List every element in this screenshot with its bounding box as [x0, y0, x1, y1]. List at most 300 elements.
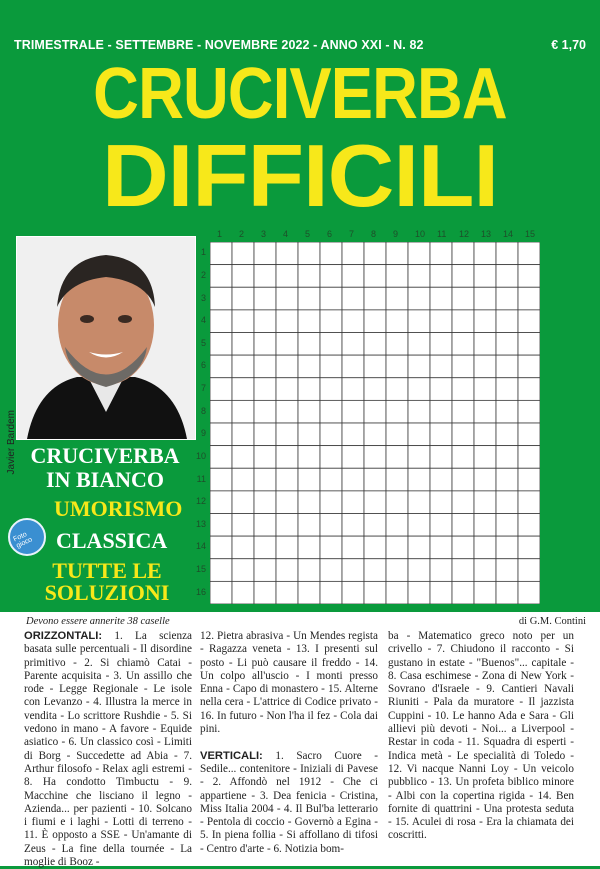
grid-cell[interactable]	[298, 378, 320, 401]
grid-cell[interactable]	[452, 559, 474, 582]
photo-credit: Javier Bardem	[6, 410, 17, 475]
grid-cell[interactable]	[254, 491, 276, 514]
grid-cell[interactable]	[342, 310, 364, 333]
grid-cell[interactable]	[320, 446, 342, 469]
grid-cell[interactable]	[386, 400, 408, 423]
grid-cell[interactable]	[408, 491, 430, 514]
grid-cell[interactable]	[254, 333, 276, 356]
grid-cell[interactable]	[430, 491, 452, 514]
grid-cell[interactable]	[210, 242, 232, 265]
orizzontali-clues-part: 1. La scienza basata sulle percentuali - Il disordine primitivo - 2. Si chiamò Catai - Parente acquisita - 3. Un assillo che rode - Legge Regionale - Le isole con Levanzo - 4. Illustra la merce in vendita - Lo scrittore Rushdie - 5. Si vedono in mano - A favore - Equide asiatico - 6. Un classico così - Limiti di Borg - Succedette ad Abia - 7. Arthur filosofo - Relax agli estremi - 8. Ha condotto Timbuctu - 9. Macchine che lisciano il legno - Azienda... per pazienti - 10. Solcano i fiumi e i laghi - Lotti di terreno - 11. È opposto a SSE - Un'amante di Zeus - La fine della tournée - La moglie di Booz -	[24, 630, 192, 869]
grid-cell[interactable]	[364, 265, 386, 288]
grid-cell[interactable]	[298, 265, 320, 288]
grid-cell[interactable]	[276, 378, 298, 401]
grid-cell[interactable]	[474, 400, 496, 423]
grid-cell[interactable]	[298, 559, 320, 582]
grid-cell[interactable]	[254, 514, 276, 537]
row-number: 4	[200, 315, 206, 326]
grid-cell[interactable]	[496, 355, 518, 378]
grid-cell[interactable]	[342, 468, 364, 491]
grid-cell[interactable]	[430, 559, 452, 582]
grid-cell[interactable]	[452, 265, 474, 288]
column-number: 1	[217, 229, 223, 239]
grid-cell[interactable]	[320, 310, 342, 333]
row-number: 8	[200, 405, 206, 416]
grid-cell[interactable]	[430, 333, 452, 356]
grid-cell[interactable]	[342, 265, 364, 288]
clues-column-3	[388, 630, 574, 843]
row-number: 10	[195, 450, 206, 461]
grid-cell[interactable]	[518, 355, 540, 378]
orizzontali-label: ORIZZONTALI:	[24, 630, 103, 642]
grid-cell[interactable]	[210, 265, 232, 288]
grid-cell[interactable]	[320, 491, 342, 514]
grid-cell[interactable]	[210, 333, 232, 356]
grid-cell[interactable]	[276, 536, 298, 559]
verticali-clues-part: 1. Sacro Cuore - Sedile... contenitore - Iniziali di Pavese - 2. Affondò nel 1912 - Che ci appartiene - 3. Dea fenicia - Cristina, Miss Italia 2004 - 4. Il Bul'ba letterario - Pentola di coccio - Governò a Egina - 5. In piena follia - Si affollano di tifosi - Centro d'arte - 6. Notizia bom-	[200, 749, 378, 855]
row-number: 1	[200, 247, 206, 258]
grid-cell[interactable]	[496, 310, 518, 333]
row-number: 14	[195, 541, 206, 552]
grid-cell[interactable]	[474, 468, 496, 491]
grid-cell[interactable]	[320, 378, 342, 401]
grid-cell[interactable]	[254, 559, 276, 582]
grid-cell[interactable]	[276, 355, 298, 378]
crossword-grid[interactable]	[210, 242, 540, 604]
grid-cell[interactable]	[518, 265, 540, 288]
grid-cell[interactable]	[320, 265, 342, 288]
grid-cell[interactable]	[276, 333, 298, 356]
promo-line: CRUCIVERBA	[30, 443, 180, 468]
grid-cell[interactable]	[232, 287, 254, 310]
magazine-title-line2: DIFFICILI	[101, 126, 499, 225]
grid-cell[interactable]	[408, 265, 430, 288]
grid-cell[interactable]	[496, 491, 518, 514]
column-number: 2	[239, 229, 245, 239]
grid-cell[interactable]	[276, 514, 298, 537]
grid-cell[interactable]	[430, 423, 452, 446]
grid-cell[interactable]	[408, 242, 430, 265]
grid-cell[interactable]	[386, 265, 408, 288]
grid-cell[interactable]	[210, 468, 232, 491]
grid-cell[interactable]	[210, 423, 232, 446]
grid-cell[interactable]	[518, 378, 540, 401]
grid-cell[interactable]	[254, 310, 276, 333]
grid-cell[interactable]	[518, 468, 540, 491]
grid-cell[interactable]	[518, 333, 540, 356]
grid-cell[interactable]	[386, 310, 408, 333]
column-number: 13	[481, 229, 492, 239]
grid-cell[interactable]	[474, 265, 496, 288]
grid-cell[interactable]	[430, 536, 452, 559]
grid-cell[interactable]	[320, 468, 342, 491]
grid-cell[interactable]	[518, 446, 540, 469]
promo-umorismo: UMORISMO	[54, 496, 183, 521]
grid-cell[interactable]	[232, 468, 254, 491]
grid-cell[interactable]	[452, 378, 474, 401]
grid-cell[interactable]	[408, 333, 430, 356]
row-number: 2	[200, 269, 206, 280]
grid-cell[interactable]	[342, 287, 364, 310]
grid-cell[interactable]	[496, 581, 518, 604]
grid-cell[interactable]	[210, 378, 232, 401]
grid-cell[interactable]	[342, 446, 364, 469]
grid-cell[interactable]	[496, 378, 518, 401]
grid-cell[interactable]	[210, 536, 232, 559]
grid-cell[interactable]	[276, 242, 298, 265]
grid-cell[interactable]	[408, 423, 430, 446]
grid-cell[interactable]	[276, 265, 298, 288]
grid-cell[interactable]	[342, 536, 364, 559]
promo-cruciverba-in-bianco	[12, 444, 198, 492]
grid-cell[interactable]	[452, 310, 474, 333]
grid-cell[interactable]	[430, 310, 452, 333]
grid-cell[interactable]	[232, 581, 254, 604]
grid-cell[interactable]	[518, 536, 540, 559]
grid-cell[interactable]	[232, 423, 254, 446]
grid-row-numbers	[192, 242, 208, 604]
grid-cell[interactable]	[342, 514, 364, 537]
grid-cell[interactable]	[232, 400, 254, 423]
grid-cell[interactable]	[254, 265, 276, 288]
grid-cell[interactable]	[518, 491, 540, 514]
grid-cell[interactable]	[408, 581, 430, 604]
grid-cell[interactable]	[276, 559, 298, 582]
grid-cell[interactable]	[518, 581, 540, 604]
grid-cell[interactable]	[518, 423, 540, 446]
grid-cell[interactable]	[474, 242, 496, 265]
grid-cell[interactable]	[430, 378, 452, 401]
grid-cell[interactable]	[518, 400, 540, 423]
grid-cell[interactable]	[364, 378, 386, 401]
grid-cell[interactable]	[342, 242, 364, 265]
puzzle-author: di G.M. Contini	[518, 616, 586, 627]
grid-cell[interactable]	[496, 333, 518, 356]
grid-cell[interactable]	[254, 355, 276, 378]
grid-cell[interactable]	[386, 333, 408, 356]
grid-cell[interactable]	[364, 559, 386, 582]
column-number: 11	[437, 229, 447, 239]
grid-cell[interactable]	[210, 400, 232, 423]
grid-cell[interactable]	[474, 333, 496, 356]
grid-cell[interactable]	[320, 242, 342, 265]
grid-cell[interactable]	[408, 514, 430, 537]
grid-cell[interactable]	[364, 446, 386, 469]
grid-cell[interactable]	[474, 514, 496, 537]
grid-cell[interactable]	[364, 400, 386, 423]
grid-cell[interactable]	[232, 265, 254, 288]
grid-cell[interactable]	[320, 355, 342, 378]
grid-cell[interactable]	[386, 559, 408, 582]
grid-cell[interactable]	[210, 446, 232, 469]
grid-cell[interactable]	[430, 514, 452, 537]
clues-column-1	[24, 630, 192, 869]
grid-cell[interactable]	[430, 581, 452, 604]
grid-cell[interactable]	[232, 514, 254, 537]
grid-cell[interactable]	[342, 355, 364, 378]
grid-cell[interactable]	[254, 423, 276, 446]
grid-cell[interactable]	[452, 491, 474, 514]
grid-cell[interactable]	[408, 355, 430, 378]
grid-cell[interactable]	[496, 559, 518, 582]
grid-cell[interactable]	[254, 242, 276, 265]
grid-cell[interactable]	[430, 287, 452, 310]
grid-cell[interactable]	[298, 491, 320, 514]
grid-cell[interactable]	[342, 400, 364, 423]
grid-cell[interactable]	[518, 514, 540, 537]
orizzontali-clues-part: 12. Pietra abrasiva - Un Mendes regista - Ragazza veneta - 13. I presenti sul posto - Li può causare il freddo - 14. Un colpo all'uscio - I monti presso Enna - Capo di monastero - 15. Alterne nella cera - L'attrice di Codice privato - 16. In futuro - Non l'ha il fez - Cola dai pini.	[200, 630, 378, 736]
grid-cell[interactable]	[276, 468, 298, 491]
grid-cell[interactable]	[452, 423, 474, 446]
grid-cell[interactable]	[474, 536, 496, 559]
column-number: 9	[393, 229, 399, 239]
grid-cell[interactable]	[298, 581, 320, 604]
grid-cell[interactable]	[254, 581, 276, 604]
grid-cell[interactable]	[518, 310, 540, 333]
grid-cell[interactable]	[298, 423, 320, 446]
grid-cell[interactable]	[364, 242, 386, 265]
grid-cell[interactable]	[276, 491, 298, 514]
grid-cell[interactable]	[232, 536, 254, 559]
grid-cell[interactable]	[474, 310, 496, 333]
grid-cell[interactable]	[474, 491, 496, 514]
grid-cell[interactable]	[298, 468, 320, 491]
grid-cell[interactable]	[298, 333, 320, 356]
grid-cell[interactable]	[386, 446, 408, 469]
grid-cell[interactable]	[210, 310, 232, 333]
grid-cell[interactable]	[518, 242, 540, 265]
grid-cell[interactable]	[452, 581, 474, 604]
grid-cell[interactable]	[430, 242, 452, 265]
grid-cell[interactable]	[452, 514, 474, 537]
grid-cell[interactable]	[518, 559, 540, 582]
grid-cell[interactable]	[452, 287, 474, 310]
grid-cell[interactable]	[254, 468, 276, 491]
grid-cell[interactable]	[496, 446, 518, 469]
grid-cell[interactable]	[474, 378, 496, 401]
grid-cell[interactable]	[364, 581, 386, 604]
grid-cell[interactable]	[210, 287, 232, 310]
grid-cell[interactable]	[342, 581, 364, 604]
grid-cell[interactable]	[408, 559, 430, 582]
grid-cell[interactable]	[496, 468, 518, 491]
grid-cell[interactable]	[298, 514, 320, 537]
grid-cell[interactable]	[474, 423, 496, 446]
column-number: 8	[371, 229, 377, 239]
grid-cell[interactable]	[408, 378, 430, 401]
grid-cell[interactable]	[364, 468, 386, 491]
grid-cell[interactable]	[210, 559, 232, 582]
magazine-title-line1: CRUCIVERBA	[93, 54, 507, 134]
grid-cell[interactable]	[452, 333, 474, 356]
grid-cell[interactable]	[452, 468, 474, 491]
grid-column-numbers	[210, 228, 540, 241]
row-number: 9	[200, 428, 206, 439]
row-number: 16	[195, 586, 206, 597]
grid-cell[interactable]	[210, 491, 232, 514]
grid-cell[interactable]	[364, 423, 386, 446]
grid-cell[interactable]	[276, 581, 298, 604]
verticali-clues-part: ba - Matematico greco noto per un crivello - 7. Chiudono il racconto - Si gustano in estate - "Buenos"... capitale - 8. Casa eschimese - Zona di New York - Sovrano d'Israele - 9. Cantieri Navali Riuniti - Pala da muratore - Il jazzista Cuppini - 10. Le hanno Ada e Sara - Gli allievi più devoti - Noi... a Liverpool - Restar in coda - 11. Squadra di esperti - Indica metà - Le specialità di Toledo - 12. Vi nacque Nanni Loy - Un veicolo pubblico - 13. Un profeta biblico minore - Albi con la copertina rigida - 14. Ben fornite di quattrini - Una protesta seduta - 15. Aculei di rosa - Era la chiamata dei coscritti.	[388, 630, 574, 842]
grid-cell[interactable]	[386, 378, 408, 401]
grid-cell[interactable]	[386, 581, 408, 604]
grid-cell[interactable]	[496, 265, 518, 288]
row-number: 5	[200, 337, 206, 348]
grid-cell[interactable]	[386, 468, 408, 491]
row-number: 13	[195, 518, 206, 529]
grid-cell[interactable]	[386, 536, 408, 559]
grid-cell[interactable]	[496, 242, 518, 265]
row-number: 6	[200, 360, 206, 371]
grid-cell[interactable]	[386, 242, 408, 265]
grid-cell[interactable]	[408, 310, 430, 333]
grid-cell[interactable]	[320, 559, 342, 582]
grid-cell[interactable]	[386, 287, 408, 310]
row-number: 15	[195, 564, 206, 575]
promo-classica: CLASSICA	[56, 528, 168, 553]
grid-cell[interactable]	[276, 446, 298, 469]
grid-cell[interactable]	[254, 536, 276, 559]
column-number: 5	[305, 229, 311, 239]
grid-cell[interactable]	[408, 536, 430, 559]
grid-cell[interactable]	[430, 446, 452, 469]
grid-cell[interactable]	[254, 400, 276, 423]
grid-cell[interactable]	[386, 514, 408, 537]
grid-cell[interactable]	[210, 581, 232, 604]
grid-cell[interactable]	[408, 446, 430, 469]
grid-cell[interactable]	[320, 581, 342, 604]
grid-cell[interactable]	[364, 491, 386, 514]
clues-column-2	[200, 630, 378, 856]
grid-cell[interactable]	[452, 400, 474, 423]
grid-cell[interactable]	[430, 468, 452, 491]
grid-cell[interactable]	[320, 423, 342, 446]
column-number: 12	[459, 229, 470, 239]
grid-cell[interactable]	[342, 491, 364, 514]
grid-cell[interactable]	[276, 423, 298, 446]
promo-line: TUTTE LE	[52, 558, 162, 583]
grid-cell[interactable]	[364, 333, 386, 356]
grid-cell[interactable]	[320, 514, 342, 537]
row-number: 7	[200, 383, 206, 394]
grid-cell[interactable]	[408, 468, 430, 491]
grid-cell[interactable]	[254, 378, 276, 401]
grid-cell[interactable]	[386, 423, 408, 446]
cover-photo	[16, 236, 196, 440]
grid-cell[interactable]	[496, 514, 518, 537]
grid-cell[interactable]	[364, 287, 386, 310]
grid-cell[interactable]	[298, 310, 320, 333]
column-number: 3	[261, 229, 267, 239]
grid-cell[interactable]	[232, 446, 254, 469]
grid-cell[interactable]	[342, 423, 364, 446]
grid-cell[interactable]	[496, 287, 518, 310]
grid-cell[interactable]	[408, 287, 430, 310]
promo-line: IN BIANCO	[46, 467, 164, 492]
column-number: 6	[327, 229, 333, 239]
grid-cell[interactable]	[298, 446, 320, 469]
grid-cell[interactable]	[364, 355, 386, 378]
grid-cell[interactable]	[320, 333, 342, 356]
grid-cell[interactable]	[496, 536, 518, 559]
grid-cell[interactable]	[342, 333, 364, 356]
grid-cell[interactable]	[254, 287, 276, 310]
grid-cell[interactable]	[298, 536, 320, 559]
grid-cell[interactable]	[320, 400, 342, 423]
grid-cell[interactable]	[276, 310, 298, 333]
grid-cell[interactable]	[496, 423, 518, 446]
badge-label: Foto gioco	[12, 531, 34, 550]
grid-cell[interactable]	[232, 378, 254, 401]
grid-cell[interactable]	[474, 581, 496, 604]
grid-cell[interactable]	[320, 536, 342, 559]
photo-game-badge	[8, 518, 46, 556]
grid-cell[interactable]	[298, 355, 320, 378]
grid-cell[interactable]	[254, 446, 276, 469]
grid-cell[interactable]	[452, 355, 474, 378]
issue-info: TRIMESTRALE - SETTEMBRE - NOVEMBRE 2022 - ANNO XXI - N. 82	[14, 38, 424, 52]
grid-cell[interactable]	[276, 287, 298, 310]
puzzle-note: Devono essere annerite 38 caselle	[26, 616, 170, 627]
grid-cell[interactable]	[430, 400, 452, 423]
grid-cell[interactable]	[364, 310, 386, 333]
grid-cell[interactable]	[474, 446, 496, 469]
grid-cell[interactable]	[298, 287, 320, 310]
grid-cell[interactable]	[496, 400, 518, 423]
verticali-label: VERTICALI:	[200, 749, 263, 762]
grid-cell[interactable]	[342, 559, 364, 582]
column-number: 14	[503, 229, 514, 239]
grid-cell[interactable]	[232, 355, 254, 378]
promo-tutte-le-soluzioni	[14, 560, 200, 604]
grid-cell[interactable]	[232, 491, 254, 514]
grid-cell[interactable]	[430, 265, 452, 288]
grid-cell[interactable]	[474, 355, 496, 378]
grid-cell[interactable]	[364, 514, 386, 537]
grid-cell[interactable]	[320, 287, 342, 310]
grid-cell[interactable]	[474, 559, 496, 582]
grid-cell[interactable]	[276, 400, 298, 423]
grid-cell[interactable]	[232, 559, 254, 582]
clues-panel	[0, 612, 600, 869]
grid-cell[interactable]	[298, 242, 320, 265]
row-number: 12	[195, 496, 206, 507]
grid-cell[interactable]	[518, 287, 540, 310]
grid-cell[interactable]	[232, 242, 254, 265]
price-label: € 1,70	[551, 38, 586, 52]
promo-line: SOLUZIONI	[44, 580, 170, 605]
column-number: 10	[415, 229, 426, 239]
grid-cell[interactable]	[210, 514, 232, 537]
grid-cell[interactable]	[408, 400, 430, 423]
grid-cell[interactable]	[298, 400, 320, 423]
grid-cell[interactable]	[210, 355, 232, 378]
grid-cell[interactable]	[232, 333, 254, 356]
grid-cell[interactable]	[452, 536, 474, 559]
column-number: 7	[349, 229, 355, 239]
row-number: 3	[200, 292, 206, 303]
grid-cell[interactable]	[386, 491, 408, 514]
grid-cell[interactable]	[232, 310, 254, 333]
grid-cell[interactable]	[452, 242, 474, 265]
grid-cell[interactable]	[452, 446, 474, 469]
grid-cell[interactable]	[474, 287, 496, 310]
grid-cell[interactable]	[430, 355, 452, 378]
grid-cell[interactable]	[342, 378, 364, 401]
portrait-illustration	[17, 237, 195, 439]
grid-cell[interactable]	[386, 355, 408, 378]
grid-cell[interactable]	[364, 536, 386, 559]
